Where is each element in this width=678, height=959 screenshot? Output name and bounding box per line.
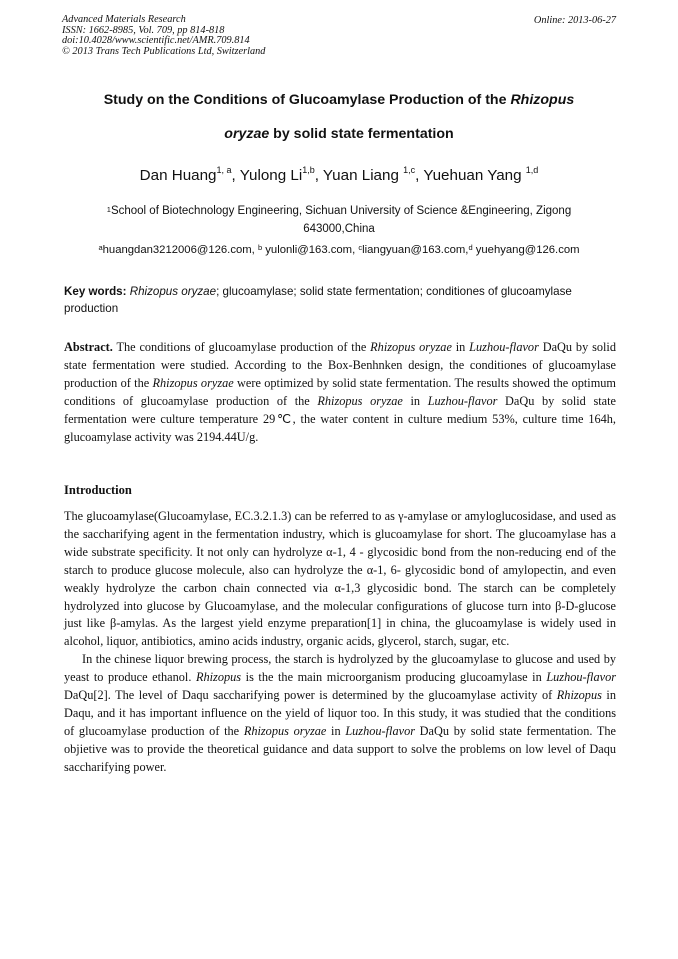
- intro-paragraph-1: The glucoamylase(Glucoamylase, EC.3.2.1.3) can be referred to as γ-amylase or amyloglucosidase, and used as the saccharifying agent in the fermentation industry, which is glucoamylase for short. The glucoamylase has a wide substrate specificity. It not only can hydrolyze α-1, 4 - glycosidic bond from the non-reducing end of the starch to produce glucose molecule, also can hydrolyze the α-1, 6- glycosidic bond of amylopectin, and even weakly hydrolyze the carbon chain connected via α-1,3 glycosidic bond. The starch can be completely hydrolyzed into glucose by Glucoamylase, and the molecular configurations of glucose turn into β-D-glucose just like β-amylas. As the largest yield enzyme preparation[1] in china, the glucoamylase is widely used in alcohol, liquor, antibiotics, amino acids industry, organic acids, glycerol, starch, sugar, etc.: [64, 509, 616, 649]
- author-affil-mark: 1,d: [525, 165, 539, 175]
- author-affil-mark: 1,b: [302, 165, 315, 175]
- keywords-italic: Rhizopus oryzae: [126, 285, 217, 298]
- affiliation: [60, 202, 618, 238]
- doi-line: doi:10.4028/www.scientific.net/AMR.709.814: [62, 35, 250, 46]
- author-name: Yuehuan Yang: [423, 167, 526, 184]
- species-name: Rhizopus oryzae: [317, 393, 403, 408]
- italic-term: Luzhou-flavor: [345, 723, 415, 738]
- italic-term: Luzhou-flavor: [469, 340, 539, 354]
- paper-title-line-2: [50, 126, 628, 142]
- text: DaQu[2]. The level of Daqu saccharifying power is determined by the glucoamylase activity of: [64, 688, 557, 703]
- author-name: Yuan Liang: [322, 167, 404, 184]
- journal-header: [62, 15, 265, 57]
- title-text: by solid state fermentation: [269, 126, 454, 142]
- email-address[interactable]: huangdan3212006@126.com,: [102, 244, 258, 256]
- species-name: Rhizopus: [556, 688, 602, 703]
- species-name: Rhizopus oryzae: [243, 723, 327, 738]
- email-mark: c: [358, 243, 363, 252]
- italic-term: Luzhou-flavor: [546, 670, 616, 685]
- text: DaQu by solid state fermentation were culture temperature 29℃, the water content in culture medium 53%, culture time 164h, glucoamylase activity was 2194.44U/g.: [64, 393, 616, 444]
- author-list: [40, 167, 638, 184]
- author-name: Dan Huang: [139, 167, 217, 184]
- journal-name: Advanced Materials Research: [62, 14, 186, 25]
- text: were optimized by solid state fermentation. The results showed the optimum conditions of glucoamylase production of the: [64, 375, 616, 408]
- species-name: Rhizopus oryzae: [370, 340, 452, 354]
- affiliation-line-2: 643000,China: [303, 223, 375, 235]
- affiliation-line-1: School of Biotechnology Engineering, Sichuan University of Science &Engineering, Zigong: [110, 205, 572, 217]
- paper-title-line-1: [50, 92, 628, 108]
- abstract-label: Abstract.: [64, 340, 113, 354]
- email-mark: d: [468, 243, 473, 252]
- affiliation-mark: 1: [106, 205, 111, 214]
- email-address[interactable]: yuehyang@126.com: [472, 244, 580, 256]
- separator: ,: [415, 167, 424, 184]
- text: in: [326, 723, 346, 738]
- email-mark: a: [98, 243, 103, 252]
- text: in: [451, 340, 470, 354]
- keywords: [64, 283, 616, 317]
- species-name: Rhizopus oryzae: [152, 375, 234, 390]
- email-address[interactable]: liangyuan@163.com,: [362, 244, 469, 256]
- issn-line: ISSN: 1662-8985, Vol. 709, pp 814-818: [62, 24, 225, 36]
- keywords-text: ; glucoamylase; solid state fermentation; conditiones of glucoamylase production: [64, 285, 572, 315]
- keywords-label: Key words:: [64, 285, 127, 298]
- intro-paragraph-2: [64, 651, 616, 776]
- introduction-heading: Introduction: [64, 483, 132, 497]
- online-date: Online: 2013-06-27: [533, 15, 616, 26]
- text: in Daqu, and it has important influence on the yield of liquor too. In this study, it was studied that the conditions of glucoamylase production of the: [64, 688, 616, 738]
- text: DaQu by solid state fermentation. The objietive was to provide the theoretical guidance and data support to solve the problems on low level of Daqu saccharifying power.: [64, 723, 616, 774]
- abstract: [64, 339, 616, 446]
- email-mark: b: [257, 243, 263, 252]
- text: In the chinese liquor brewing process, the starch is hydrolyzed by the glucoamylase to glucose and used by yeast to produce ethanol.: [64, 652, 616, 685]
- email-list: [40, 244, 638, 256]
- separator: ,: [314, 167, 323, 184]
- text: The conditions of glucoamylase production of the: [112, 340, 371, 354]
- italic-term: Luzhou-flavor: [427, 393, 498, 408]
- author-affil-mark: 1, a: [216, 165, 232, 175]
- separator: ,: [231, 167, 240, 184]
- title-italic: Rhizopus: [510, 92, 575, 108]
- copyright-line: © 2013 Trans Tech Publications Ltd, Switzerland: [62, 45, 266, 57]
- title-text: Study on the Conditions of Glucoamylase Production of the: [103, 92, 511, 108]
- email-address[interactable]: yulonli@163.com,: [262, 244, 359, 256]
- text: is the the main microorganism producing glucoamylase in: [241, 670, 547, 685]
- text: DaQu by solid state fermentation were studied. According to the Box-Benhnken design, the conditiones of glucoamylase production of the: [64, 340, 616, 390]
- introduction-body: [64, 508, 616, 777]
- text: in: [402, 393, 428, 408]
- author-name: Yulong Li: [239, 167, 303, 184]
- author-affil-mark: 1,c: [403, 165, 416, 175]
- species-name: Rhizopus: [195, 670, 242, 685]
- title-italic: oryzae: [224, 126, 270, 142]
